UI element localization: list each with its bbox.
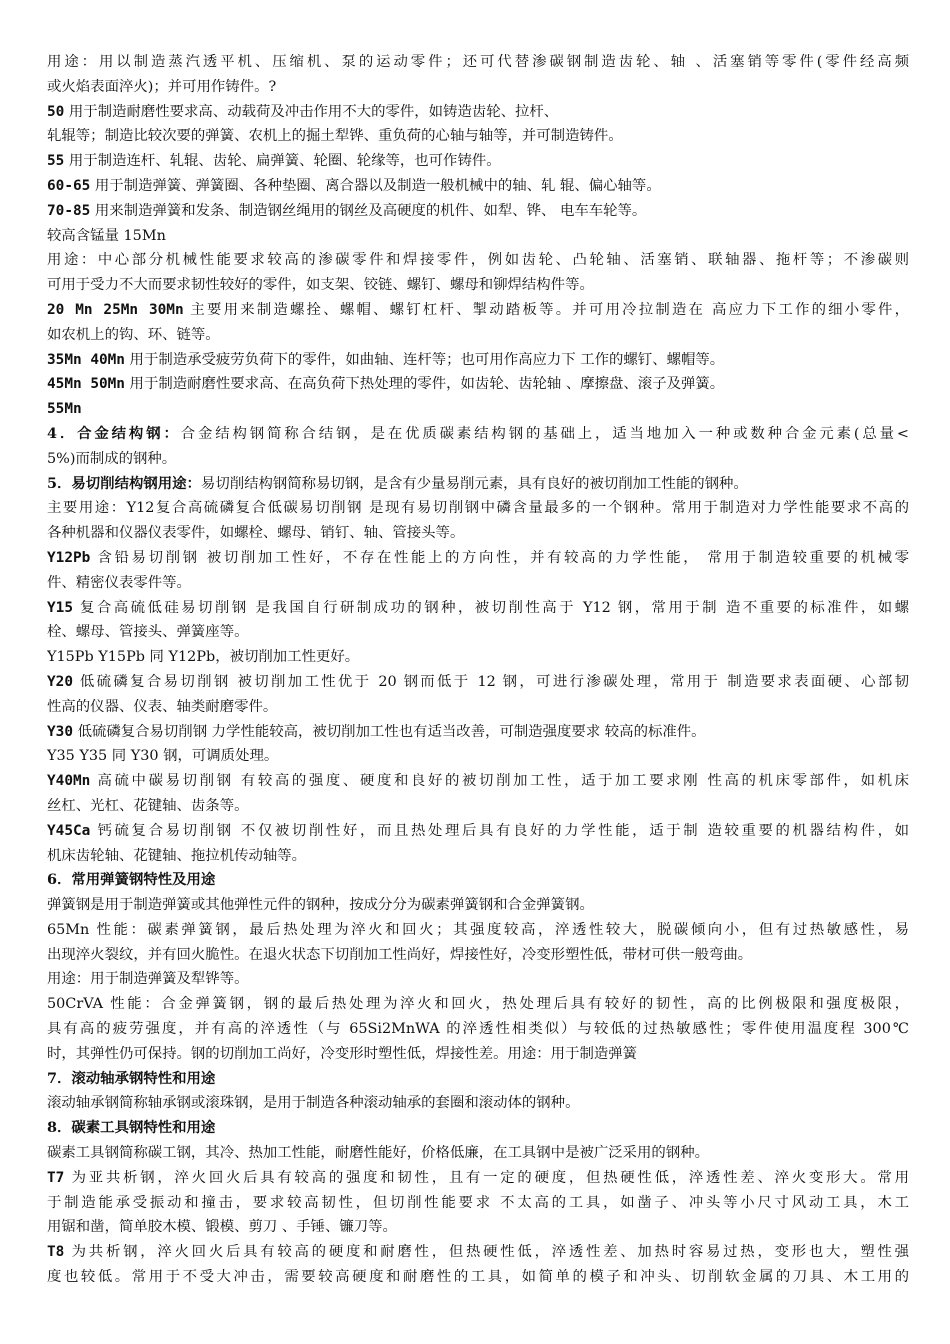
text-line [47, 670, 909, 695]
steel-grade-label: 60-65 [47, 177, 91, 194]
text-line [47, 645, 909, 670]
text-line [47, 75, 909, 100]
line-text: 用锯和凿，简单胶木模、锻模、剪刀 、手锤、镰刀等。 [47, 1219, 397, 1236]
line-text: 丝杠、光杠、花键轴、齿条等。 [47, 797, 249, 814]
line-text: 主要用途：Y12复合高硫磷复合低碳易切削钢 是现有易切削钢中磷含量最多的一个钢种。常用于制造对力学性能要求不高的 [47, 500, 909, 517]
text-line [47, 248, 909, 273]
text-line [47, 521, 909, 546]
line-text: 于制造能承受振动和撞击，要求较高韧性，但切削性能要求 不太高的工具，如凿子、冲头等小尺寸风动工具，木工 [47, 1194, 909, 1211]
text-line [47, 50, 909, 75]
steel-grade-label: Y30 [47, 723, 73, 740]
line-text: 较高含锰量 15Mn [47, 227, 166, 244]
text-line [47, 1017, 909, 1042]
text-line [47, 620, 909, 645]
text-line [47, 323, 909, 348]
line-text: 性高的仪器、仪表、轴类耐磨零件。 [47, 698, 278, 715]
text-line [47, 868, 909, 893]
text-line [47, 348, 909, 373]
line-text: 碳素工具钢简称碳工钢，其冷、热加工性能，耐磨性能好，价格低廉，在工具钢中是被广泛采用的钢种。 [47, 1145, 709, 1162]
steel-grade-label: 45Mn 50Mn [47, 376, 125, 393]
line-text: Y15Pb Y15Pb 同 Y12Pb，被切削加工性更好。 [47, 649, 360, 666]
steel-grade-label: T7 [47, 1169, 65, 1186]
text-line [47, 769, 909, 794]
text-line [47, 893, 909, 918]
line-text: Y35 Y35 同 Y30 钢，可调质处理。 [47, 748, 279, 765]
text-line [47, 199, 909, 224]
line-text: 易切削结构钢简称易切钢，是含有少量易削元素，具有良好的被切削加工性能的钢种。 [200, 475, 748, 492]
text-line [47, 720, 909, 745]
section-heading: 4．合金结构钢： [47, 424, 181, 442]
text-line [47, 992, 909, 1017]
text-line [47, 149, 909, 174]
section-heading: 7．滚动轴承钢特性和用途 [47, 1069, 216, 1087]
text-line [47, 844, 909, 869]
section-heading: 6．常用弹簧钢特性及用途 [47, 871, 216, 889]
steel-grade-label: 35Mn 40Mn [47, 351, 125, 368]
line-text: 钙硫复合易切削钢 不仅被切削性好，而且热处理后具有良好的力学性能，适于制 造较重要的机器结构件，如 [90, 822, 909, 839]
text-line [47, 967, 909, 992]
line-text: 为亚共析钢，淬火回火后具有较高的强度和韧性，且有一定的硬度，但热硬性低，淬透性差、淬火变形大。常用 [64, 1169, 909, 1186]
text-line [47, 447, 909, 472]
line-text: 用于制造弹簧、弹簧圈、各种垫圈、离合器以及制造一般机械中的轴、轧 辊、偏心轴等。 [90, 177, 661, 194]
steel-grade-label: 20 Mn 25Mn 30Mn [47, 301, 184, 318]
steel-grade-label: Y12Pb [47, 549, 91, 566]
text-line [47, 695, 909, 720]
line-text: 轧辊等；制造比较次要的弹簧、农机上的掘土犁铧、重负荷的心轴与轴等，并可制造铸件。 [47, 128, 623, 145]
steel-grade-label: Y20 [47, 673, 73, 690]
steel-grade-label: 55Mn [47, 401, 82, 418]
line-text: 用途：用以制造蒸汽透平机、压缩机、泵的运动零件；还可代替渗碳钢制造齿轮、轴 、活塞销等零件(零件经高频 [47, 54, 909, 70]
line-text: 度也较低。常用于不受大冲击，需要较高硬度和耐磨性的工具，如简单的模子和冲头、切削软金属的刀具、木工用的 [47, 1269, 909, 1286]
steel-grade-label: 50 [47, 103, 65, 120]
text-line [47, 794, 909, 819]
text-line [47, 596, 909, 621]
text-line [47, 298, 909, 323]
text-line [47, 571, 909, 596]
line-text: 5%)而制成的钢种。 [47, 450, 177, 467]
text-line [47, 422, 909, 447]
steel-grade-label: Y45Ca [47, 822, 91, 839]
text-line [47, 943, 909, 968]
text-line [47, 744, 909, 769]
text-line [47, 1141, 909, 1166]
line-text: 时，其弹性仍可保持。钢的切削加工尚好，冷变形时塑性低，焊接性差。用途：用于制造弹簧 [47, 1045, 638, 1062]
text-line [47, 372, 909, 397]
text-line [47, 1215, 909, 1240]
line-text: 用途：用于制造弹簧及犁铧等。 [47, 971, 249, 988]
line-text: 用于制造连杆、轧辊、齿轮、扁弹簧、轮圈、轮缘等，也可作铸件。 [64, 153, 501, 170]
text-line [47, 472, 909, 497]
steel-grade-label: Y15 [47, 599, 73, 616]
line-text: 低硫磷复合易切削钢 被切削加工性优于 20 钢而低于 12 钢，可进行渗碳处理，常用于 制造要求表面硬、心部韧 [73, 673, 909, 690]
steel-grade-label: 70-85 [47, 202, 91, 219]
line-text: 主要用来制造螺拴、螺帽、螺钉杠杆、掣动踏板等。并可用冷拉制造在 高应力下工作的细小零件， [183, 301, 909, 318]
text-line [47, 918, 909, 943]
line-text: 50CrVA 性能：合金弹簧钢，钢的最后热处理为淬火和回火，热处理后具有较好的韧性，高的比例极限和强度极限， [47, 996, 909, 1013]
line-text: 低硫磷复合易切削钢 力学性能较高，被切削加工性也有适当改善，可制造强度要求 较高的标准件。 [73, 723, 706, 740]
line-text: 高硫中碳易切削钢 有较高的强度、硬度和良好的被切削加工性，适于加工要求刚 性高的机床零部件，如机床 [90, 773, 909, 790]
line-text: 出现淬火裂纹，并有回火脆性。在退火状态下切削加工性尚好，焊接性好，冷变形塑性低，带材可供一般弯曲。 [47, 946, 753, 963]
steel-grade-label: Y40Mn [47, 773, 91, 790]
text-line [47, 1265, 909, 1290]
line-text: 机床齿轮轴、花键轴、拖拉机传动轴等。 [47, 847, 307, 864]
line-text: 65Mn 性能：碳素弹簧钢，最后热处理为淬火和回火；其强度较高，淬透性较大，脱碳倾向小，但有过热敏感性，易 [47, 921, 909, 938]
text-line [47, 224, 909, 249]
line-text: 栓、螺母、管接头、弹簧座等。 [47, 624, 249, 641]
line-text: 复合高硫低硅易切削钢 是我国自行研制成功的钢种，被切削性高于 Y12 钢，常用于制 造不重要的标准件，如螺 [73, 599, 909, 616]
line-text: 合金结构钢简称合结钢，是在优质碳素结构钢的基础上，适当地加入一种或数种合金元素(总量< [180, 425, 909, 442]
line-text: 用于制造耐磨性要求高、在高负荷下热处理的零件，如齿轮、齿轮轴 、摩擦盘、滚子及弹簧。 [124, 376, 725, 393]
text-line [47, 1191, 909, 1216]
line-text: 含铅易切削钢 被切削加工性好，不存在性能上的方向性，并有较高的力学性能， 常用于制造较重要的机械零 [90, 549, 909, 566]
text-line [47, 1166, 909, 1191]
line-text: 用途：中心部分机械性能要求较高的渗碳零件和焊接零件，例如齿轮、凸轮轴、活塞销、联轴器、拖杆等；不渗碳则 [47, 252, 909, 269]
document-page [47, 50, 909, 1290]
line-text: 可用于受力不大而要求韧性较好的零件，如支架、铰链、螺钉、螺母和铆焊结构件等。 [47, 277, 594, 294]
line-text: 用来制造弹簧和发条、制造钢丝绳用的钢丝及高硬度的机件、如犁、铧、 电车车轮等。 [90, 202, 647, 219]
text-line [47, 397, 909, 422]
text-line [47, 174, 909, 199]
line-text: 或火焰表面淬火)；并可用作铸件。? [47, 78, 277, 95]
text-line [47, 1091, 909, 1116]
text-line [47, 546, 909, 571]
text-line [47, 1240, 909, 1265]
text-line [47, 819, 909, 844]
line-text: 为共析钢，淬火回火后具有较高的硬度和耐磨性，但热硬性低，淬透性差、加热时容易过热，变形也大，塑性强 [64, 1244, 909, 1261]
steel-grade-label: 55 [47, 153, 65, 170]
line-text: 具有高的疲劳强度，并有高的淬透性（与 65Si2MnWA 的淬透性相类似）与较低的过热敏感性；零件使用温度程 300℃ [47, 1021, 909, 1038]
line-text: 弹簧钢是用于制造弹簧或其他弹性元件的钢种，按成分分为碳素弹簧钢和合金弹簧钢。 [47, 897, 594, 914]
text-line [47, 1042, 909, 1067]
text-line [47, 273, 909, 298]
steel-grade-label: T8 [47, 1244, 65, 1261]
text-line [47, 1116, 909, 1141]
text-line [47, 496, 909, 521]
text-line [47, 1067, 909, 1092]
line-text: 各种机器和仪器仪表零件，如螺栓、螺母、销钉、轴、管接头等。 [47, 525, 465, 542]
text-line [47, 124, 909, 149]
text-line [47, 100, 909, 125]
line-text: 如农机上的钩、环、链等。 [47, 326, 220, 343]
section-heading: 5．易切削结构钢用途： [47, 474, 201, 492]
line-text: 用于制造耐磨性要求高、动载荷及冲击作用不大的零件，如铸造齿轮、拉杆、 [64, 103, 559, 120]
section-heading: 8．碳素工具钢特性和用途 [47, 1119, 216, 1137]
line-text: 用于制造承受疲劳负荷下的零件，如曲轴、连杆等；也可用作高应力下 工作的螺钉、螺帽等。 [124, 351, 725, 368]
line-text: 件、精密仪表零件等。 [47, 574, 191, 591]
line-text: 滚动轴承钢简称轴承钢或滚珠钢，是用于制造各种滚动轴承的套圈和滚动体的钢种。 [47, 1095, 580, 1112]
